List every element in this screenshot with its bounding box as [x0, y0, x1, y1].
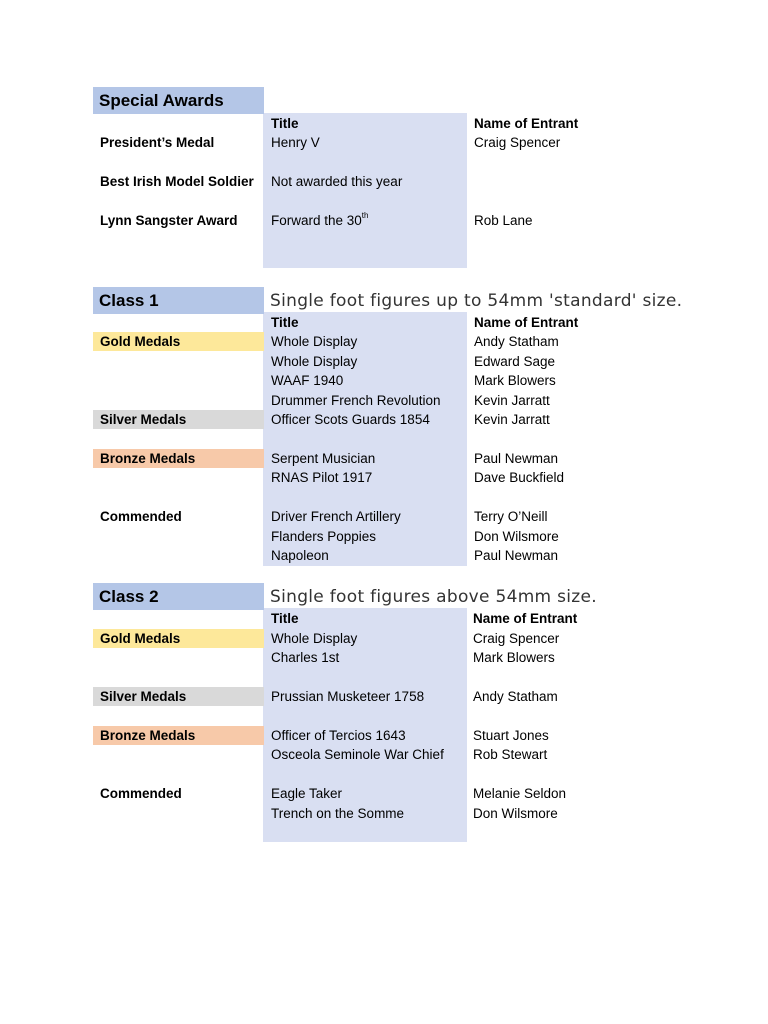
table-row [0, 745, 768, 765]
table-row [0, 804, 768, 824]
entrant-name: Melanie Seldon [473, 786, 567, 801]
entrant-name: Kevin Jarratt [474, 412, 550, 427]
table-row [0, 527, 768, 547]
col-title-header: Title [271, 315, 299, 330]
column-header-row [0, 609, 768, 629]
entry-title: Henry V [271, 135, 320, 150]
award-category: Gold Medals [100, 334, 181, 349]
award-category: Lynn Sangster Award [100, 213, 238, 228]
col-name-header: Name of Entrant [473, 611, 578, 626]
table-row [0, 391, 768, 411]
table-row [0, 648, 768, 668]
entry-title: WAAF 1940 [271, 373, 344, 388]
entry-title: Osceola Seminole War Chief [271, 747, 444, 762]
table-row [0, 546, 768, 566]
entrant-name: Kevin Jarratt [474, 393, 550, 408]
entrant-name: Craig Spencer [474, 135, 561, 150]
entry-title: Flanders Poppies [271, 529, 377, 544]
entry-title: Whole Display [271, 354, 358, 369]
entrant-name: Paul Newman [474, 548, 559, 563]
award-category: Best Irish Model Soldier [100, 174, 254, 189]
table-row [0, 371, 768, 391]
entry-title: Not awarded this year [271, 174, 403, 189]
section-heading: Special Awards [93, 87, 264, 114]
col-name-header: Name of Entrant [474, 315, 579, 330]
class-description: Single foot figures above 54mm size. [270, 587, 597, 607]
col-title-header: Title [271, 116, 299, 131]
entry-title: RNAS Pilot 1917 [271, 470, 373, 485]
table-row [0, 449, 768, 469]
entry-title: Whole Display [271, 631, 358, 646]
entrant-name: Terry O’Neill [474, 509, 548, 524]
ordinal-suffix: th [361, 211, 369, 220]
award-category: Bronze Medals [100, 728, 196, 743]
entrant-name: Mark Blowers [474, 373, 556, 388]
award-category: Commended [100, 786, 182, 801]
table-row [0, 726, 768, 746]
table-row [0, 468, 768, 488]
entry-title: Officer Scots Guards 1854 [271, 412, 430, 427]
award-category: Silver Medals [100, 689, 187, 704]
entry-title: Napoleon [271, 548, 329, 563]
entry-title: Driver French Artillery [271, 509, 401, 524]
entrant-name: Paul Newman [474, 451, 559, 466]
section-heading: Class 2 [93, 583, 264, 610]
entrant-name: Stuart Jones [473, 728, 549, 743]
table-row [0, 507, 768, 527]
entrant-name: Don Wilsmore [474, 529, 559, 544]
table-row [0, 410, 768, 430]
entry-title: Eagle Taker [271, 786, 343, 801]
entrant-name: Rob Lane [474, 213, 533, 228]
column-header-row [0, 313, 768, 333]
table-row [0, 784, 768, 804]
column-header-row [0, 114, 768, 134]
entry-title: Prussian Musketeer 1758 [271, 689, 425, 704]
entrant-name: Don Wilsmore [473, 806, 558, 821]
award-category: Gold Medals [100, 631, 181, 646]
entry-title-text: Forward the 30 [271, 213, 362, 228]
entry-title: Drummer French Revolution [271, 393, 441, 408]
entry-title: Whole Display [271, 334, 358, 349]
table-row [0, 629, 768, 649]
entry-title [271, 211, 368, 231]
class-description: Single foot figures up to 54mm 'standard' size. [270, 291, 683, 311]
entrant-name: Craig Spencer [473, 631, 560, 646]
table-row [0, 687, 768, 707]
entrant-name: Edward Sage [474, 354, 556, 369]
table-row [0, 352, 768, 372]
table-row [0, 133, 768, 153]
col-title-header: Title [271, 611, 299, 626]
award-category: Commended [100, 509, 182, 524]
entry-title: Serpent Musician [271, 451, 376, 466]
entry-title: Charles 1st [271, 650, 340, 665]
table-row [0, 172, 768, 192]
entrant-name: Andy Statham [473, 689, 558, 704]
award-category: Silver Medals [100, 412, 187, 427]
entry-title: Officer of Tercios 1643 [271, 728, 406, 743]
entrant-name: Mark Blowers [473, 650, 555, 665]
col-name-header: Name of Entrant [474, 116, 579, 131]
table-row [0, 211, 768, 231]
entrant-name: Rob Stewart [473, 747, 548, 762]
entrant-name: Dave Buckfield [474, 470, 565, 485]
entry-title: Trench on the Somme [271, 806, 405, 821]
table-row [0, 332, 768, 352]
section-heading: Class 1 [93, 287, 264, 314]
award-category: President’s Medal [100, 135, 215, 150]
award-category: Bronze Medals [100, 451, 196, 466]
entrant-name: Andy Statham [474, 334, 559, 349]
